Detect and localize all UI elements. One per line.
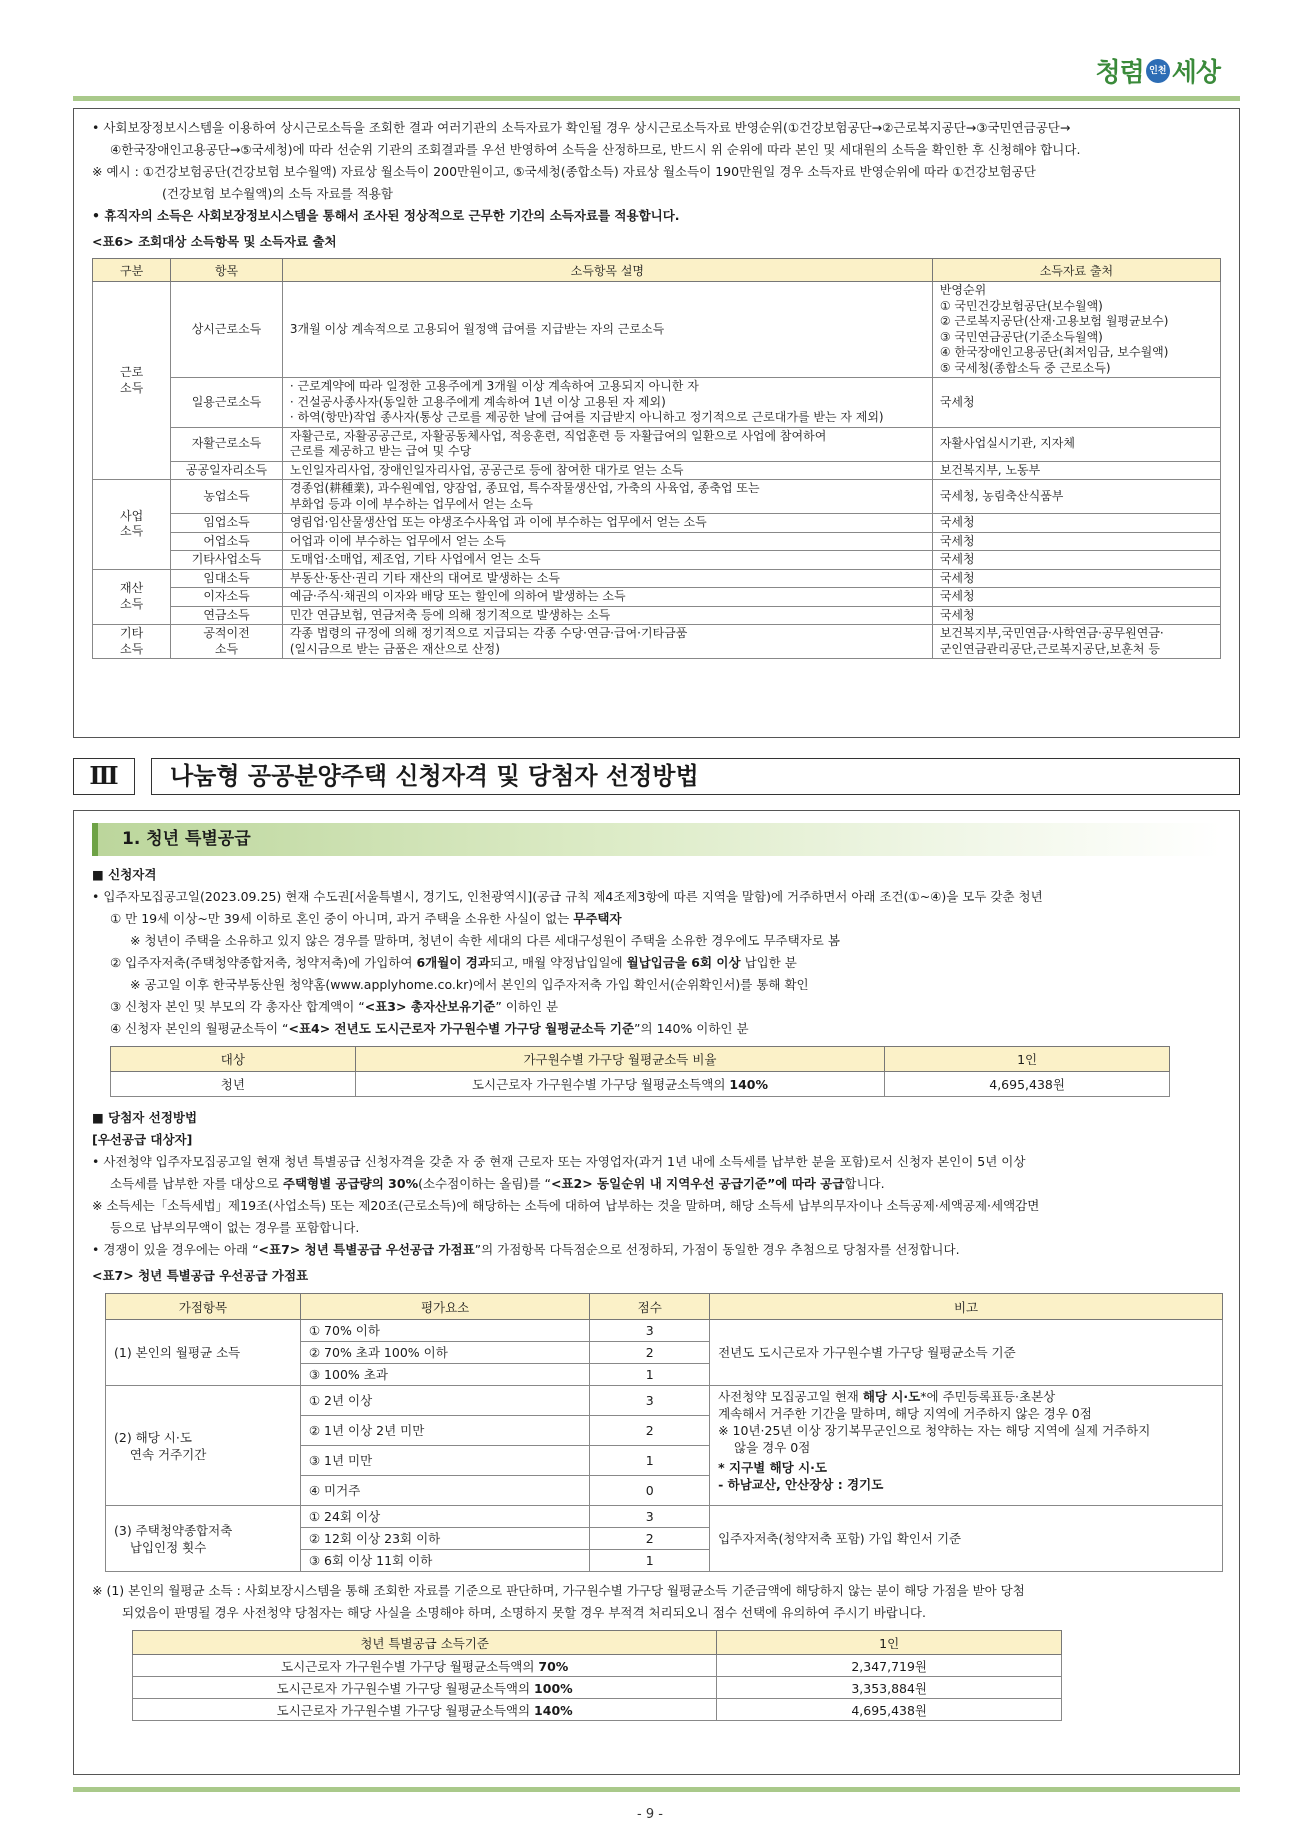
row-desc: 민간 연금보험, 연금저축 등에 의해 정기적으로 발생하는 소득 — [282, 606, 932, 625]
elig-cond-1-text: ① 만 19세 이상~만 39세 이하로 혼인 중이 아니며, 과거 주택을 소유한 사실이 없는 — [110, 911, 574, 926]
criteria-text: 도시근로자 가구원수별 가구당 월평균소득액의 — [276, 1702, 535, 1718]
table-row — [93, 625, 1221, 659]
row-item: 임대소득 — [171, 569, 283, 588]
elig-cond-4-text-2: ”의 140% 이하인 분 — [634, 1021, 749, 1036]
row-src: 국세청 — [932, 532, 1220, 551]
row-src: 국세청 — [932, 378, 1220, 428]
row-desc: 노인일자리사업, 장애인일자리사업, 공공근로 등에 참여한 대가로 얻는 소득 — [282, 461, 932, 480]
g1-eval: ① 70% 이하 — [300, 1320, 589, 1342]
row-desc: 각종 법령의 규정에 의해 정기적으로 지급되는 각종 수당·연금·급여·기타금품 (일시금으로 받는 금품은 재산으로 산정) — [282, 625, 932, 659]
table-row — [93, 378, 1221, 428]
row-desc: 어업과 이에 부수하는 업무에서 얻는 소득 — [282, 532, 932, 551]
g3-score: 1 — [590, 1550, 710, 1572]
table-row — [93, 514, 1221, 533]
g2-score: 1 — [590, 1446, 710, 1476]
th-item: 항목 — [171, 259, 283, 282]
table6 — [92, 258, 1221, 659]
g1-note: 전년도 도시근로자 가구원수별 가구당 월평균소득 기준 — [710, 1320, 1223, 1386]
table-row — [133, 1699, 1062, 1721]
g3-score: 2 — [590, 1528, 710, 1550]
selection-heading: ■ 당첨자 선정방법 — [92, 1110, 198, 1125]
criteria-text: 도시근로자 가구원수별 가구당 월평균소득액의 — [281, 1658, 539, 1674]
table6-caption: <표6> 조회대상 소득항목 및 소득자료 출처 — [92, 234, 337, 249]
criteria-percent: 100% — [534, 1680, 573, 1696]
th-desc: 소득항목 설명 — [282, 259, 932, 282]
th-one-person: 1인 — [885, 1047, 1170, 1072]
row-desc: 경종업(耕種業), 과수원예업, 양잠업, 종묘업, 특수작물생산업, 가축의 사육업, 종축업 또는 부화업 등과 이에 부수하는 업무에서 얻는 소득 — [282, 480, 932, 514]
elig-cond-2-text-3: 납입한 분 — [740, 955, 797, 970]
th-source: 소득자료 출처 — [932, 259, 1220, 282]
elig-cond-1-note: ※ 청년이 주택을 소유하고 있지 않은 경우를 말하며, 청년이 속한 세대의 다른 세대구성원이 주택을 소유한 경우에도 무주택자로 봄 — [130, 933, 840, 948]
section-3-heading — [73, 758, 1240, 795]
ratio-text: 도시근로자 가구원수별 가구당 월평균소득액의 — [471, 1077, 730, 1092]
th-note: 비고 — [710, 1294, 1223, 1320]
criteria-amount: 3,353,884원 — [717, 1677, 1062, 1699]
row-src: 보건복지부, 노동부 — [932, 461, 1220, 480]
row-item: 농업소득 — [171, 480, 283, 514]
elig-cond-3-bold: <표3> 총자산보유기준 — [364, 999, 496, 1014]
g2-eval: ③ 1년 미만 — [300, 1446, 589, 1476]
select-note-line-2: 등으로 납부의무액이 없는 경우를 포함합니다. — [110, 1220, 360, 1235]
youth-income-criteria-table — [132, 1630, 1062, 1721]
th-target: 대상 — [111, 1047, 356, 1072]
elig-cond-3 — [92, 996, 1221, 1018]
g2-score: 0 — [590, 1476, 710, 1506]
th-category: 구분 — [93, 259, 171, 282]
elig-cond-2-text: ② 입주자저축(주택청약종합저축, 청약저축)에 가입하여 — [110, 955, 417, 970]
th-score-item: 가점항목 — [106, 1294, 301, 1320]
g2-note-d: ※ 10년·25년 이상 장기복무군인으로 청약하는 자는 해당 지역에 실제 거주하지 않을 경우 0점 — [718, 1423, 1151, 1455]
table-row — [106, 1386, 1223, 1416]
th-score: 점수 — [590, 1294, 710, 1320]
income-info-box — [73, 108, 1240, 738]
footnote-line-1: ※ (1) 본인의 월평균 소득 : 사회보장시스템을 통해 조회한 자료를 기준으로 판단하며, 가구원수별 가구당 월평균소득 기준금액에 해당하지 않는 분이 해당 가점을 받아 당첨 — [92, 1583, 1025, 1598]
bullet-1-line-1: • 사회보장정보시스템을 이용하여 상시근로소득을 조회한 결과 여러기관의 소득자료가 확인될 경우 상시근로소득자료 반영순위(①건강보험공단→②근로복지공단→③국민연금공단→ — [92, 120, 1071, 135]
logo-seal: 인천 — [1146, 59, 1170, 83]
select-p2-bold: <표7> 청년 특별공급 우선공급 가점표 — [258, 1242, 475, 1257]
table-row — [93, 461, 1221, 480]
section-title: 나눔형 공공분양주택 신청자격 및 당첨자 선정방법 — [151, 758, 1240, 795]
ratio-percent: 140% — [729, 1077, 768, 1092]
table-row — [133, 1655, 1062, 1677]
elig-cond-2-note: ※ 공고일 이후 한국부동산원 청약홈(www.applyhome.co.kr)에서 본인의 입주자저축 가입 확인서(순위확인서)를 통해 확인 — [130, 977, 809, 992]
table-row — [106, 1320, 1223, 1342]
select-p1-bold-1: 주택형별 공급량의 30% — [282, 1176, 419, 1191]
criteria-cell — [133, 1699, 717, 1721]
top-divider — [73, 96, 1240, 101]
elig-cond-2-bold-1: 6개월이 경과 — [416, 955, 490, 970]
select-p2-text-2: ”의 가점항목 다득점순으로 선정하되, 가점이 동일한 경우 추첨으로 당첨자를 선정합니다. — [474, 1242, 960, 1257]
row-item: 자활근로소득 — [171, 427, 283, 461]
g2-eval: ② 1년 이상 2년 미만 — [300, 1416, 589, 1446]
youth-special-supply-box — [73, 810, 1240, 1775]
g3-score: 3 — [590, 1506, 710, 1528]
table-row — [93, 569, 1221, 588]
criteria-percent: 70% — [538, 1658, 569, 1674]
row-desc: 자활근로, 자활공공근로, 자활공동체사업, 적응훈련, 직업훈련 등 자활급여의 일환으로 사업에 참여하여 근로를 제공하고 받는 급여 및 수당 — [282, 427, 932, 461]
row-desc: 3개월 이상 계속적으로 고용되어 월정액 급여를 지급받는 자의 근로소득 — [282, 282, 932, 378]
group-other: 기타 소득 — [93, 625, 171, 659]
table-row — [93, 588, 1221, 607]
bottom-divider — [73, 1787, 1240, 1792]
criteria-percent: 140% — [534, 1702, 573, 1718]
section-number: Ⅲ — [73, 758, 135, 795]
elig-cond-2 — [92, 952, 1221, 974]
table7-header — [106, 1294, 1223, 1320]
row-src: 보건복지부,국민연금·사학연금·공무원연금· 군인연금관리공단,근로복지공단,보훈처 등 — [932, 625, 1220, 659]
select-p1-text: 소득세를 납부한 자를 대상으로 — [110, 1176, 283, 1191]
select-p1-text-2: (소수점이하는 올림)를 “ — [418, 1176, 551, 1191]
g2-note-e: * 지구별 해당 시·도 — [718, 1460, 827, 1475]
select-p1-line-2 — [92, 1173, 1221, 1195]
select-p2 — [92, 1239, 1221, 1261]
criteria-amount: 4,695,438원 — [717, 1699, 1062, 1721]
g2-note-main — [718, 1388, 1214, 1422]
th-one-person: 1인 — [717, 1631, 1062, 1655]
row-src: 국세청 — [932, 514, 1220, 533]
g2-note-f: - 하남교산, 안산장상 : 경기도 — [718, 1477, 884, 1492]
select-p1-bold-2: <표2> 동일순위 내 지역우선 공급기준”에 따라 공급 — [550, 1176, 845, 1191]
table7 — [105, 1293, 1223, 1572]
row-item: 어업소득 — [171, 532, 283, 551]
g2-note-c: *에 주민등록표등·초본상 계속해서 거주한 기간을 말하며, 해당 지역에 거주하지 않은 경우 0점 — [718, 1389, 1092, 1421]
g2-eval: ① 2년 이상 — [300, 1386, 589, 1416]
group-property: 재산 소득 — [93, 569, 171, 625]
row-item: 연금소득 — [171, 606, 283, 625]
th-eval: 평가요소 — [300, 1294, 589, 1320]
group-work: 근로 소득 — [93, 282, 171, 480]
row-item: 상시근로소득 — [171, 282, 283, 378]
g1-eval: ② 70% 초과 100% 이하 — [300, 1342, 589, 1364]
row-src: 국세청 — [932, 569, 1220, 588]
table-row — [133, 1677, 1062, 1699]
footnote-line-2: 되었음이 판명될 경우 사전청약 당첨자는 해당 사실을 소명해야 하며, 소명하지 못할 경우 부적격 처리되오니 점수 선택에 유의하여 주시기 바랍니다. — [122, 1605, 926, 1620]
row-item: 공적이전 소득 — [171, 625, 283, 659]
g1-eval: ③ 100% 초과 — [300, 1364, 589, 1386]
elig-cond-2-bold-2: 월납입금을 6회 이상 — [626, 955, 741, 970]
table-row — [93, 551, 1221, 570]
youth-table-header — [111, 1047, 1170, 1072]
eligibility-heading: ■ 신청자격 — [92, 867, 157, 882]
table-row — [93, 427, 1221, 461]
select-p1-line-1: • 사전청약 입주자모집공고일 현재 청년 특별공급 신청자격을 갖춘 자 중 현재 근로자 또는 자영업자(과거 1년 내에 소득세를 납부한 분을 포함)로서 신청자 본인이 5년 이상 — [92, 1154, 1026, 1169]
select-p1-text-3: 합니다. — [844, 1176, 885, 1191]
subsection-title: 1. 청년 특별공급 — [92, 823, 1221, 856]
table-row — [106, 1506, 1223, 1528]
criteria-amount: 2,347,719원 — [717, 1655, 1062, 1677]
g1-score: 3 — [590, 1320, 710, 1342]
g2-note-a: 사전청약 모집공고일 현재 — [718, 1389, 863, 1404]
cell-target: 청년 — [111, 1072, 356, 1097]
g2-score: 3 — [590, 1386, 710, 1416]
row-src: 국세청 — [932, 606, 1220, 625]
logo — [1096, 52, 1220, 89]
note-1-line-1: ※ 예시 : ①건강보험공단(건강보험 보수월액) 자료상 월소득이 200만원이고, ⑤국세청(종합소득) 자료상 월소득이 190만원일 경우 소득자료 반영순위에 따라 ①건강보험공단 — [92, 164, 1036, 179]
row-item: 기타사업소득 — [171, 551, 283, 570]
elig-cond-4-text: ④ 신청자 본인의 월평균소득이 “ — [110, 1021, 289, 1036]
g1-score: 2 — [590, 1342, 710, 1364]
elig-cond-3-text-2: ” 이하인 분 — [495, 999, 559, 1014]
select-p2-text: • 경쟁이 있을 경우에는 아래 “ — [92, 1242, 259, 1257]
g3-eval: ① 24회 이상 — [300, 1506, 589, 1528]
elig-cond-4 — [92, 1018, 1221, 1040]
note-1-line-2: (건강보험 보수월액)의 소득 자료를 적용함 — [162, 186, 393, 201]
row-src: 자활사업실시기관, 지자체 — [932, 427, 1220, 461]
row-desc: · 근로계약에 따라 일정한 고용주에게 3개월 이상 계속하여 고용되지 아니한 자 · 건설공사종사자(동일한 고용주에게 계속하여 1년 이상 고용된 자 제외) · 하역(항만)작업 종사자(통상 근로를 제공한 날에 급여를 지급받지 아니하고 정기적으로 근로대가를 받는 자 제외) — [282, 378, 932, 428]
g2-note — [710, 1386, 1223, 1506]
row-src: 국세청, 농림축산식품부 — [932, 480, 1220, 514]
row-item: 임업소득 — [171, 514, 283, 533]
elig-cond-3-text: ③ 신청자 본인 및 부모의 각 총자산 합계액이 “ — [110, 999, 365, 1014]
select-note-line-1: ※ 소득세는「소득세법」제19조(사업소득) 또는 제20조(근로소득)에 해당하는 소득에 대하여 납부하는 것을 말하며, 해당 소득세 납부의무자이나 소득공제·세액공제·세액감면 — [92, 1198, 1040, 1213]
elig-cond-1-bold: 무주택자 — [573, 911, 622, 926]
table-row — [111, 1072, 1170, 1097]
g2-note-b: 해당 시·도 — [862, 1389, 921, 1404]
row-src: 국세청 — [932, 551, 1220, 570]
priority-subheading: [우선공급 대상자] — [92, 1132, 193, 1147]
g2-score: 2 — [590, 1416, 710, 1446]
g2-eval: ④ 미거주 — [300, 1476, 589, 1506]
table8-header — [133, 1631, 1062, 1655]
cell-ratio — [355, 1072, 884, 1097]
group-business: 사업 소득 — [93, 480, 171, 570]
row-item: 이자소득 — [171, 588, 283, 607]
bullet-2: • 휴직자의 소득은 사회보장정보시스템을 통해서 조사된 정상적으로 근무한 기간의 소득자료를 적용합니다. — [92, 208, 680, 223]
row-src: 반영순위 ① 국민건강보험공단(보수월액) ② 근로복지공단(산재·고용보험 월평균보수) ③ 국민연금공단(기준소득월액) ④ 한국장애인고용공단(최저임금, 보수월액) ⑤ 국세청(종합소득 중 근로소득) — [932, 282, 1220, 378]
th-ratio: 가구원수별 가구당 월평균소득 비율 — [355, 1047, 884, 1072]
row-desc: 예금·주식·채권의 이자와 배당 또는 할인에 의하여 발생하는 소득 — [282, 588, 932, 607]
g1-label: (1) 본인의 월평균 소득 — [106, 1320, 301, 1386]
elig-cond-2-text-2: 되고, 매월 약정납입일에 — [489, 955, 627, 970]
criteria-text: 도시근로자 가구원수별 가구당 월평균소득액의 — [276, 1680, 535, 1696]
elig-line-1: • 입주자모집공고일(2023.09.25) 현재 수도권[서울특별시, 경기도, 인천광역시](공급 규칙 제4조제3항에 따른 지역을 말함)에 거주하면서 아래 조건(①~④)을 모두 갖춘 청년 — [92, 889, 1043, 904]
elig-cond-4-bold: <표4> 전년도 도시근로자 가구원수별 가구당 월평균소득 기준 — [288, 1021, 635, 1036]
logo-text-1: 청렴 — [1095, 58, 1144, 88]
th-criteria: 청년 특별공급 소득기준 — [133, 1631, 717, 1655]
bullet-1-line-2: ④한국장애인고용공단→⑤국세청)에 따라 선순위 기관의 조회결과를 우선 반영하여 소득을 산정하므로, 반드시 위 순위에 따라 본인 및 세대원의 소득을 확인한 후 신청해야 합니다. — [110, 142, 1081, 157]
row-desc: 영림업·임산물생산업 또는 야생조수사육업 과 이에 부수하는 업무에서 얻는 소득 — [282, 514, 932, 533]
g3-note: 입주자저축(청약저축 포함) 가입 확인서 기준 — [710, 1506, 1223, 1572]
logo-text-2: 세상 — [1171, 58, 1220, 88]
g3-eval: ② 12회 이상 23회 이하 — [300, 1528, 589, 1550]
table6-header — [93, 259, 1221, 282]
table-row — [93, 532, 1221, 551]
table-row — [93, 282, 1221, 378]
table-row — [93, 606, 1221, 625]
row-src: 국세청 — [932, 588, 1220, 607]
criteria-cell — [133, 1677, 717, 1699]
youth-income-table — [110, 1046, 1170, 1097]
row-item: 일용근로소득 — [171, 378, 283, 428]
cell-amount: 4,695,438원 — [885, 1072, 1170, 1097]
g3-label: (3) 주택청약종합저축 납입인정 횟수 — [106, 1506, 301, 1572]
elig-cond-1 — [92, 908, 1221, 930]
g1-score: 1 — [590, 1364, 710, 1386]
table-row — [93, 480, 1221, 514]
page-number: - 9 - — [637, 1807, 663, 1822]
row-desc: 부동산·동산·권리 기타 재산의 대여로 발생하는 소득 — [282, 569, 932, 588]
g3-eval: ③ 6회 이상 11회 이하 — [300, 1550, 589, 1572]
criteria-cell — [133, 1655, 717, 1677]
table7-caption: <표7> 청년 특별공급 우선공급 가점표 — [92, 1268, 309, 1283]
row-item: 공공일자리소득 — [171, 461, 283, 480]
g2-label: (2) 해당 시·도 연속 거주기간 — [106, 1386, 301, 1506]
row-desc: 도매업·소매업, 제조업, 기타 사업에서 얻는 소득 — [282, 551, 932, 570]
